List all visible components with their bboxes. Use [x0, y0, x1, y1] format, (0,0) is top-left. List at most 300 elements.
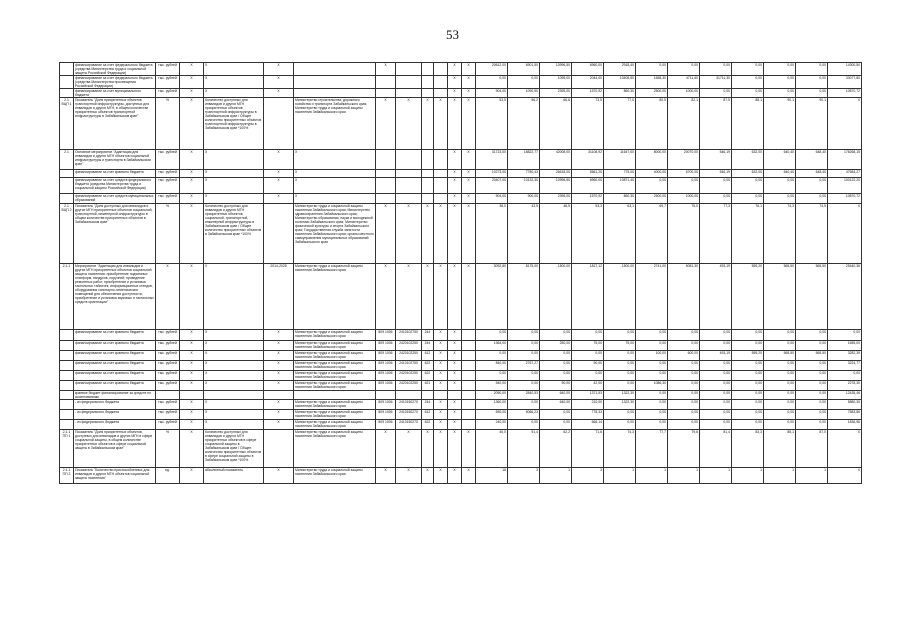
cell-c13: Х: [462, 468, 476, 484]
cell-value: 0,00: [764, 178, 796, 194]
cell-value: 26618,00: [540, 170, 572, 178]
cell-value: 640,00: [540, 391, 572, 400]
cell-c4: Х: [180, 264, 204, 330]
cell-value: 0,00: [796, 178, 828, 194]
cell-value: 0,00: [764, 194, 796, 204]
cell-value: 2395,00: [540, 194, 572, 204]
cell-c8: Х: [376, 264, 396, 330]
cell-c5: [204, 391, 264, 400]
cell-value: 0,00: [604, 361, 636, 371]
cell-value: 18822,77: [508, 150, 540, 170]
cell-value: 87,0: [796, 430, 828, 468]
cell-c7: Министерство труда и социальной защиты населения Забайкальского края: [294, 264, 376, 330]
cell-value: 3: [572, 468, 604, 484]
cell-value: 0,00: [764, 361, 796, 371]
cell-value: 0,00: [732, 341, 764, 351]
cell-value: 0,00: [636, 371, 668, 381]
cell-value: 0,00: [764, 330, 796, 341]
cell-c4: Х: [180, 63, 204, 76]
cell-value: 0,00: [764, 63, 796, 76]
cell-c7: Министерство труда и социальной защиты населения Забайкальского края: [294, 371, 376, 381]
cell-name: финансирование за счет краевого бюджета: [74, 361, 156, 371]
cell-value: 0,00: [732, 371, 764, 381]
cell-c11: Х: [434, 204, 448, 264]
cell-c6: Х: [264, 194, 294, 204]
cell-c9: 2420102250: [396, 381, 422, 391]
cell-c8: [376, 194, 396, 204]
cell-value: 20612,00: [476, 63, 508, 76]
cell-c7: [294, 76, 376, 89]
cell-value: 11647,00: [604, 150, 636, 170]
cell-c6: Х: [264, 351, 294, 361]
cell-c9: [396, 194, 422, 204]
cell-c6: Х: [264, 341, 294, 351]
cell-c10: [422, 63, 434, 76]
cell-c10: 622: [422, 371, 434, 381]
cell-value: 1: [668, 468, 700, 484]
table-row: [60, 89, 862, 98]
cell-c11: Х: [434, 381, 448, 391]
cell-value: 0,00: [636, 178, 668, 194]
cell-c9: [396, 76, 422, 89]
cell-c7: Х: [294, 170, 376, 178]
cell-unit: тыс. рублей: [156, 420, 180, 430]
cell-c12: Х: [448, 150, 462, 170]
cell-value: 1: [636, 468, 668, 484]
cell-c6: Х: [264, 420, 294, 430]
cell-num: [60, 341, 74, 351]
cell-value: 6960,00: [572, 63, 604, 76]
cell-value: 540,00: [476, 381, 508, 391]
cell-value: 14300,50: [828, 63, 862, 76]
cell-value: Х: [828, 204, 862, 264]
cell-c13: Х: [462, 170, 476, 178]
cell-c9: [396, 178, 422, 194]
cell-value: 1371,53: [572, 391, 604, 400]
cell-value: Х: [828, 430, 862, 468]
cell-c13: Х: [462, 194, 476, 204]
cell-value: 75,0: [668, 204, 700, 264]
cell-value: 0,00: [796, 63, 828, 76]
cell-value: 0,00: [668, 361, 700, 371]
cell-value: 0,00: [540, 361, 572, 371]
cell-num: [60, 410, 74, 420]
cell-value: 0,00: [636, 391, 668, 400]
cell-name: финансирование за счет краевого бюджета: [74, 330, 156, 341]
cell-c10: [422, 89, 434, 98]
cell-value: 0,00: [796, 381, 828, 391]
table-row: [60, 381, 862, 391]
cell-c13: [462, 391, 476, 400]
cell-c9: [396, 63, 422, 76]
cell-value: 493,19: [700, 264, 732, 330]
cell-value: 0,00: [732, 63, 764, 76]
cell-c11: Х: [434, 468, 448, 484]
cell-value: 0,00: [796, 341, 828, 351]
cell-c8: [376, 150, 396, 170]
cell-value: 4711,60: [668, 76, 700, 89]
cell-c12: Х: [448, 410, 462, 420]
cell-value: 77,7: [636, 430, 668, 468]
cell-c5: Х: [204, 420, 264, 430]
cell-value: 0,00: [700, 63, 732, 76]
cell-value: 3092,80: [476, 264, 508, 330]
cell-value: 840,00: [476, 361, 508, 371]
cell-value: 38,0: [476, 204, 508, 264]
cell-value: 3224,77: [828, 361, 862, 371]
cell-value: 77,3: [700, 204, 732, 264]
cell-c5: Х: [204, 341, 264, 351]
cell-value: 0,00: [604, 381, 636, 391]
cell-name: финансирование за счет краевого бюджета: [74, 170, 156, 178]
cell-c5: Х: [204, 170, 264, 178]
cell-value: 47684,27: [828, 170, 862, 178]
cell-value: 10273,00: [476, 170, 508, 178]
table-row: [60, 341, 862, 351]
cell-num: 2.1 ВЦП 1: [60, 98, 74, 150]
cell-value: 1817,12: [572, 264, 604, 330]
cell-name: - из федерального бюджета: [74, 400, 156, 410]
cell-c5: Х: [204, 410, 264, 420]
cell-value: 0,00: [508, 76, 540, 89]
cell-value: 1500,00: [540, 264, 572, 330]
cell-c6: Х: [264, 170, 294, 178]
cell-c6: Х: [264, 150, 294, 170]
cell-value: 0,00: [796, 371, 828, 381]
cell-value: 82,1: [668, 98, 700, 150]
cell-value: 0,00: [604, 351, 636, 361]
table-row: [60, 371, 862, 381]
cell-value: 1: [732, 468, 764, 484]
cell-value: 0,00: [572, 371, 604, 381]
cell-value: 1: [604, 468, 636, 484]
cell-c5: Х: [204, 63, 264, 76]
cell-c4: Х: [180, 468, 204, 484]
cell-unit: тыс. рублей: [156, 410, 180, 420]
cell-value: 0,00: [572, 351, 604, 361]
cell-value: 0,00: [732, 89, 764, 98]
cell-c13: [462, 420, 476, 430]
cell-num: 2.1 ВЦП 2: [60, 204, 74, 264]
cell-value: 90,00: [540, 381, 572, 391]
cell-unit: тыс. рублей: [156, 89, 180, 98]
cell-num: [60, 89, 74, 98]
cell-c9: Х: [396, 98, 422, 150]
cell-c13: [462, 381, 476, 391]
cell-value: 63,1: [604, 204, 636, 264]
cell-c5: Х: [204, 89, 264, 98]
cell-c6: [264, 204, 294, 264]
cell-value: 2741,00: [636, 264, 668, 330]
cell-name: - из федерального бюджета: [74, 410, 156, 420]
table-row: [60, 178, 862, 194]
cell-c4: Х: [180, 178, 204, 194]
cell-value: 632,00: [732, 170, 764, 178]
cell-value: 900,00: [508, 194, 540, 204]
cell-value: 250,00: [540, 341, 572, 351]
cell-c13: [462, 410, 476, 420]
cell-c9: 2420102250: [396, 371, 422, 381]
cell-num: [60, 194, 74, 204]
cell-c13: Х: [462, 89, 476, 98]
cell-c9: [396, 391, 422, 400]
cell-value: 0,00: [508, 420, 540, 430]
cell-value: 860,30: [604, 194, 636, 204]
cell-value: 2918,40: [604, 63, 636, 76]
cell-value: 600,00: [668, 351, 700, 361]
cell-c11: Х: [434, 430, 448, 468]
cell-name: финансирование за счет средств федерального бюджета (средства Министерства труда и социальной защиты Российской Федерации): [74, 178, 156, 194]
cell-value: 0,00: [732, 391, 764, 400]
cell-c10: [422, 178, 434, 194]
cell-value: 0,00: [796, 330, 828, 341]
cell-value: 648,40: [796, 170, 828, 178]
cell-value: 666,14: [572, 420, 604, 430]
cell-num: [60, 76, 74, 89]
cell-c4: Х: [180, 381, 204, 391]
cell-value: 0,00: [796, 410, 828, 420]
table-row: [60, 330, 862, 341]
cell-c10: [422, 170, 434, 178]
cell-unit: тыс. рублей: [156, 170, 180, 178]
cell-c5: Х: [204, 194, 264, 204]
cell-value: 0,00: [540, 351, 572, 361]
cell-num: [60, 330, 74, 341]
cell-c5: Х: [204, 330, 264, 341]
cell-value: 1500,00: [604, 264, 636, 330]
cell-value: 1570,92: [572, 194, 604, 204]
cell-c13: [462, 361, 476, 371]
cell-value: 640,00: [540, 400, 572, 410]
cell-c12: Х: [448, 361, 462, 371]
cell-value: 210,00: [572, 400, 604, 410]
cell-c5: Количество доступных для инвалидов и других МГН приоритетных объектов транспортной инфраструктуры в Забайкальском крае / Общее количество приоритетных объектов транспортной инфраструктуры в Забайкальском крае *100%: [204, 98, 264, 150]
cell-num: 2.1.1 ПП 1: [60, 430, 74, 468]
cell-value: 0,00: [668, 178, 700, 194]
cell-c5: Х: [204, 150, 264, 170]
cell-c7: Министерство труда и социальной защиты населения Забайкальского края: [294, 400, 376, 410]
cell-value: 1090,50: [508, 89, 540, 98]
cell-c7: Министерство труда и социальной защиты населения Забайкальского края: [294, 361, 376, 371]
cell-value: 546,19: [700, 150, 732, 170]
cell-c8: 809 1006: [376, 400, 396, 410]
cell-value: 0,00: [668, 341, 700, 351]
cell-value: 1836,96: [828, 420, 862, 430]
cell-num: [60, 400, 74, 410]
cell-c6: [264, 391, 294, 400]
cell-unit: тыс. рублей: [156, 150, 180, 170]
cell-c9: [396, 150, 422, 170]
cell-value: 1086,30: [636, 381, 668, 391]
cell-value: 0,00: [508, 330, 540, 341]
cell-c8: 809 1006: [376, 361, 396, 371]
cell-value: 0,00: [764, 341, 796, 351]
cell-value: 0,00: [732, 178, 764, 194]
cell-c6: Х: [264, 330, 294, 341]
cell-value: 90,00: [572, 361, 604, 371]
cell-value: 12435,46: [828, 391, 862, 400]
cell-c10: 621: [422, 381, 434, 391]
cell-value: 1360,00: [476, 400, 508, 410]
cell-value: 0,00: [700, 420, 732, 430]
cell-c6: Х: [264, 400, 294, 410]
table-row: [60, 420, 862, 430]
cell-name: финансирование за счет краевого бюджета: [74, 381, 156, 391]
cell-value: 0,00: [540, 420, 572, 430]
cell-unit: ед.: [156, 468, 180, 484]
cell-c12: Х: [448, 330, 462, 341]
cell-c10: [422, 150, 434, 170]
cell-c9: 2420102250: [396, 351, 422, 361]
cell-c9: Х: [396, 468, 422, 484]
cell-value: 0,00: [700, 194, 732, 204]
cell-value: 0,00: [508, 371, 540, 381]
cell-value: 83,3: [732, 430, 764, 468]
cell-c10: 622: [422, 420, 434, 430]
cell-c4: Х: [180, 351, 204, 361]
cell-c13: Х: [462, 430, 476, 468]
cell-c10: 244: [422, 330, 434, 341]
cell-c8: 809 1006: [376, 410, 396, 420]
cell-value: 0,00: [668, 391, 700, 400]
cell-c11: [434, 178, 448, 194]
cell-c10: [422, 194, 434, 204]
cell-c8: 809 1006: [376, 381, 396, 391]
cell-value: 42008,00: [540, 150, 572, 170]
cell-c11: Х: [434, 410, 448, 420]
cell-value: 87,5: [700, 98, 732, 150]
cell-c12: Х: [448, 178, 462, 194]
cell-value: 493,19: [700, 351, 732, 361]
cell-value: 0,00: [796, 420, 828, 430]
cell-c8: [376, 178, 396, 194]
cell-c4: Х: [180, 400, 204, 410]
cell-num: [60, 361, 74, 371]
cell-name: финансирование за счет федерального бюджета (средства Министерства просвещения Российской Федерации): [74, 76, 156, 89]
cell-value: 0,00: [508, 341, 540, 351]
cell-value: 1322,30: [604, 400, 636, 410]
cell-value: 0,00: [732, 330, 764, 341]
cell-c13: [462, 371, 476, 381]
cell-c7: Министерство труда и социальной защиты населения Забайкальского края: [294, 468, 376, 484]
cell-value: 0,00: [604, 371, 636, 381]
cell-c12: Х: [448, 341, 462, 351]
cell-num: [60, 420, 74, 430]
cell-unit: %: [156, 204, 180, 264]
cell-c5: абсолютный показатель: [204, 468, 264, 484]
cell-value: 1655,00: [828, 341, 862, 351]
cell-c4: Х: [180, 76, 204, 89]
cell-value: 546,19: [700, 170, 732, 178]
cell-value: 2500,00: [636, 194, 668, 204]
cell-c13: Х: [462, 98, 476, 150]
cell-value: 90,1: [796, 98, 828, 150]
cell-value: 2767,27: [508, 361, 540, 371]
cell-value: 565,50: [796, 351, 828, 361]
cell-value: 565,50: [796, 264, 828, 330]
cell-c12: Х: [448, 351, 462, 361]
cell-value: 88,1: [732, 98, 764, 150]
cell-c7: Министерство труда и социальной защиты населения Забайкальского края: [294, 381, 376, 391]
cell-value: 5880,30: [828, 400, 862, 410]
cell-c7: Х: [294, 194, 376, 204]
cell-c11: Х: [434, 264, 448, 330]
cell-c13: [462, 330, 476, 341]
cell-name: финансирование за счет краевого бюджета: [74, 351, 156, 361]
cell-c7: [294, 391, 376, 400]
cell-c11: Х: [434, 420, 448, 430]
cell-value: 10871,40: [604, 178, 636, 194]
cell-value: 1658,30: [636, 76, 668, 89]
cell-unit: тыс. рублей: [156, 341, 180, 351]
cell-c7: [294, 89, 376, 98]
cell-c8: Х: [376, 204, 396, 264]
cell-value: 0,00: [700, 89, 732, 98]
cell-value: 0,00: [508, 381, 540, 391]
cell-name: финансирование за счет муниципального бюджета: [74, 89, 156, 98]
cell-c12: Х: [448, 204, 462, 264]
cell-value: 75,00: [572, 341, 604, 351]
cell-value: 31711,30: [700, 76, 732, 89]
cell-c4: Х: [180, 420, 204, 430]
cell-value: 0,00: [604, 330, 636, 341]
cell-value: 904,00: [476, 194, 508, 204]
cell-name: финансирование за счет федерального бюджета (средства Министерства труда и социальной защиты Российской Федерации): [74, 63, 156, 76]
cell-c4: Х: [180, 89, 204, 98]
cell-value: 0,00: [636, 361, 668, 371]
cell-value: 0,00: [572, 330, 604, 341]
cell-c4: Х: [180, 170, 204, 178]
cell-name: Показатель "Доля доступных для инвалидов и других МГН приоритетных объектов социальной, транспортной, инженерной инфраструктуры в общем количестве приоритетных объектов в Забайкальском крае": [74, 204, 156, 264]
cell-c11: Х: [434, 361, 448, 371]
cell-value: 10405,50: [604, 76, 636, 89]
cell-c4: Х: [180, 98, 204, 150]
cell-c8: 809 1006: [376, 330, 396, 341]
cell-value: 42,00: [572, 381, 604, 391]
cell-num: 2.1.1 ПП 2: [60, 468, 74, 484]
cell-c13: Х: [462, 150, 476, 170]
cell-c10: 612: [422, 410, 434, 420]
cell-value: 0,00: [668, 420, 700, 430]
cell-value: 31723,00: [476, 150, 508, 170]
cell-name: - из федерального бюджета: [74, 420, 156, 430]
cell-c6: 2014-2025: [264, 264, 294, 330]
cell-c4: [180, 391, 204, 400]
cell-value: 3: [508, 468, 540, 484]
cell-num: [60, 170, 74, 178]
cell-value: 0,00: [508, 400, 540, 410]
cell-c6: [264, 430, 294, 468]
cell-value: 100,00: [636, 351, 668, 361]
cell-c6: Х: [264, 361, 294, 371]
table-row: [60, 170, 862, 178]
cell-c10: [422, 76, 434, 89]
page-number: 53: [446, 27, 459, 42]
cell-value: 778,33: [572, 410, 604, 420]
table-row: [60, 430, 862, 468]
cell-value: Х: [828, 98, 862, 150]
cell-value: 4000,00: [636, 170, 668, 178]
table-row: [60, 391, 862, 400]
cell-value: 10996,50: [540, 63, 572, 76]
cell-c6: Х: [264, 178, 294, 194]
table-row: [60, 150, 862, 170]
cell-name: финансирование за счет краевого бюджета: [74, 341, 156, 351]
cell-c13: Х: [462, 76, 476, 89]
cell-name: финансирование за счет средств муниципальных образований: [75, 194, 154, 202]
cell-value: 62,2: [540, 430, 572, 468]
cell-name: Мероприятие "Адаптация для инвалидов и других МГН приоритетных объектов социальной защиты населения: приобретение подъемных платформ, пандусов, поручней; проведение ремонтных работ, приобретение и установка тактильных табличек, информационных стендов, оборудования санитарно-гигиенических помещений для обеспечения доступности; приобретение и установка звуковых и тактильных средств ориентации": [74, 264, 156, 330]
